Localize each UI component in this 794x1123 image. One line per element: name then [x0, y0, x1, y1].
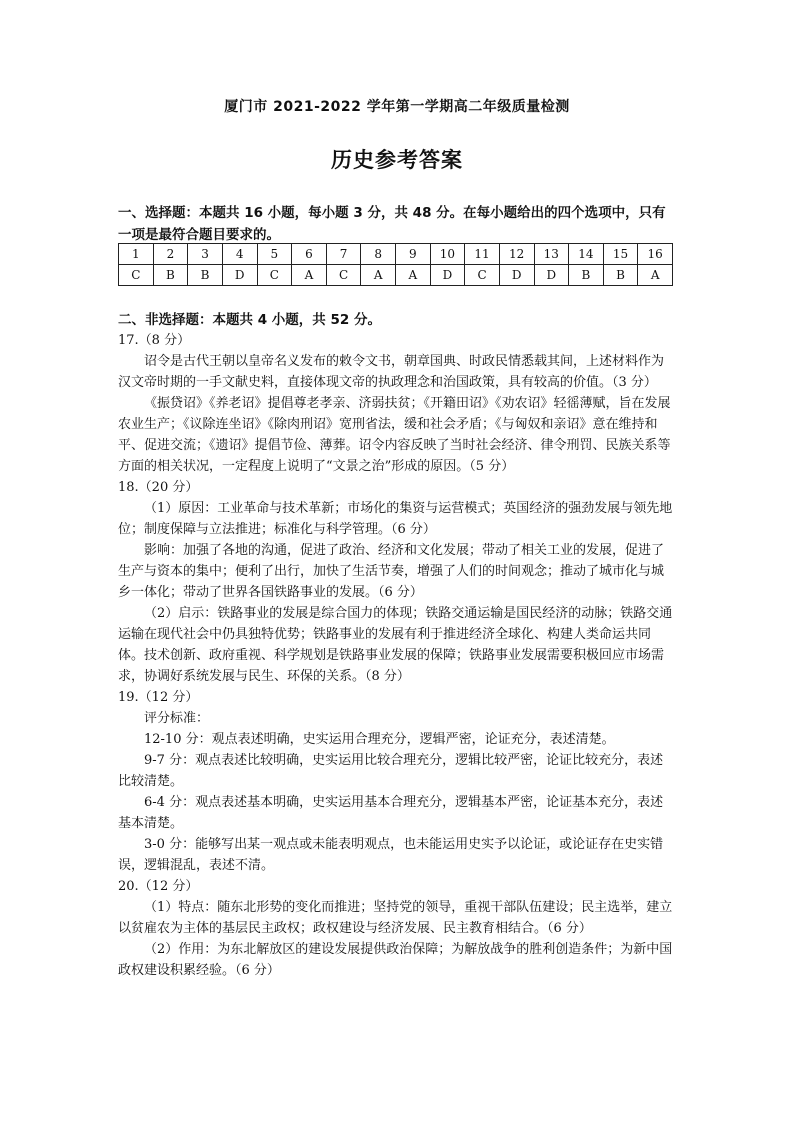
question-number: 14 [569, 244, 604, 265]
q19-paragraph: 6-4 分：观点表述基本明确，史实运用基本合理充分，逻辑基本严密，论证基本充分，表述基本清楚。 [118, 795, 664, 831]
q20-paragraph: （1）特点：随东北形势的变化而推进；坚持党的领导，重视干部队伍建设；民主选举，建立以贫雇农为主体的基层民主政权；政权建设与经济发展、民主教育相结合。（6 分） [118, 900, 673, 936]
q19-paragraph: 评分标准： [144, 711, 210, 726]
question-17-label: 17.（8 分） [118, 333, 191, 348]
answer-cell: C [257, 265, 292, 286]
question-number: 11 [465, 244, 500, 265]
question-number-row [119, 244, 673, 265]
answer-cell: D [222, 265, 257, 286]
answer-cell: A [361, 265, 396, 286]
answer-cell: C [326, 265, 361, 286]
answer-row [119, 265, 673, 286]
q19-paragraph: 12-10 分：观点表述明确，史实运用合理充分，逻辑严密，论证充分，表述清楚。 [144, 732, 615, 747]
q19-paragraph: 9-7 分：观点表述比较明确，史实运用比较合理充分，逻辑比较严密，论证比较充分，表述比较清楚。 [118, 753, 664, 789]
q20-paragraph: （2）作用：为东北解放区的建设发展提供政治保障；为解放战争的胜利创造条件；为新中国政权建设积累经验。（6 分） [118, 942, 673, 978]
question-number: 1 [119, 244, 154, 265]
question-number: 16 [638, 244, 673, 265]
answer-cell: C [465, 265, 500, 286]
question-20-label: 20.（12 分） [118, 879, 199, 894]
question-number: 6 [292, 244, 327, 265]
q17-paragraph: 《振贷诏》《养老诏》提倡尊老孝亲、济弱扶贫；《开籍田诏》《劝农诏》轻徭薄赋，旨在发展农业生产；《议除连坐诏》《除肉刑诏》宽刑省法，缓和社会矛盾；《与匈奴和亲诏》意在维持和平、促进交流；《遗诏》提倡节俭、薄葬。诏令内容反映了当时社会经济、律令刑罚、民族关系等方面的相关状况，一定程度上说明了“文景之治”形成的原因。（5 分） [118, 396, 671, 474]
question-number: 3 [188, 244, 223, 265]
answer-table [118, 243, 673, 286]
answer-cell: B [188, 265, 223, 286]
question-number: 5 [257, 244, 292, 265]
question-number: 4 [222, 244, 257, 265]
q18-paragraph: （1）原因：工业革命与技术革新；市场化的集资与运营模式；英国经济的强劲发展与领先地位；制度保障与立法推进；标准化与科学管理。（6 分） [118, 501, 673, 537]
answer-cell: B [569, 265, 604, 286]
answer-cell: A [292, 265, 327, 286]
answer-cell: C [119, 265, 154, 286]
question-number: 9 [396, 244, 431, 265]
answer-body [118, 330, 673, 981]
q17-paragraph: 诏令是古代王朝以皇帝名义发布的敕令文书，朝章国典、时政民情悉载其间，上述材料作为汉文帝时期的一手文献史料，直接体现文帝的执政理念和治国政策，具有较高的价值。（3 分） [118, 354, 665, 390]
answer-cell: D [430, 265, 465, 286]
question-number: 8 [361, 244, 396, 265]
section-1-heading: 一、选择题：本题共 16 小题，每小题 3 分，共 48 分。在每小题给出的四个选项中，只有一项是最符合题目要求的。 [118, 205, 666, 243]
question-number: 12 [499, 244, 534, 265]
answer-cell: B [153, 265, 188, 286]
question-number: 15 [603, 244, 638, 265]
question-18-label: 18.（20 分） [118, 480, 199, 495]
answer-cell: D [534, 265, 569, 286]
q18-paragraph: （2）启示：铁路事业的发展是综合国力的体现；铁路交通运输是国民经济的动脉；铁路交通运输在现代社会中仍具独特优势；铁路事业的发展有利于推进经济全球化、构建人类命运共同体。技术创新、政府重视、科学规划是铁路事业发展的保障；铁路事业发展需要积极回应市场需求，协调好系统发展与民生、环保的关系。（8 分） [118, 606, 673, 684]
q18-paragraph: 影响：加强了各地的沟通，促进了政治、经济和文化发展；带动了相关工业的发展，促进了生产与资本的集中；便利了出行，加快了生活节奏，增强了人们的时间观念；推动了城市化与城乡一体化；带动了世界各国铁路事业的发展。（6 分） [118, 543, 665, 600]
answer-cell: A [396, 265, 431, 286]
section-2-heading: 二、非选择题：本题共 4 小题，共 52 分。 [118, 312, 381, 328]
answer-cell: D [499, 265, 534, 286]
document-title: 历史参考答案 [331, 148, 463, 172]
question-number: 7 [326, 244, 361, 265]
question-19-label: 19.（12 分） [118, 690, 199, 705]
question-number: 13 [534, 244, 569, 265]
answer-cell: A [638, 265, 673, 286]
exam-title: 厦门市 2021-2022 学年第一学期高二年级质量检测 [224, 99, 570, 115]
q19-paragraph: 3-0 分：能够写出某一观点或未能表明观点，也未能运用史实予以论证，或论证存在史实错误，逻辑混乱，表述不清。 [118, 837, 664, 873]
question-number: 10 [430, 244, 465, 265]
answer-cell: B [603, 265, 638, 286]
question-number: 2 [153, 244, 188, 265]
